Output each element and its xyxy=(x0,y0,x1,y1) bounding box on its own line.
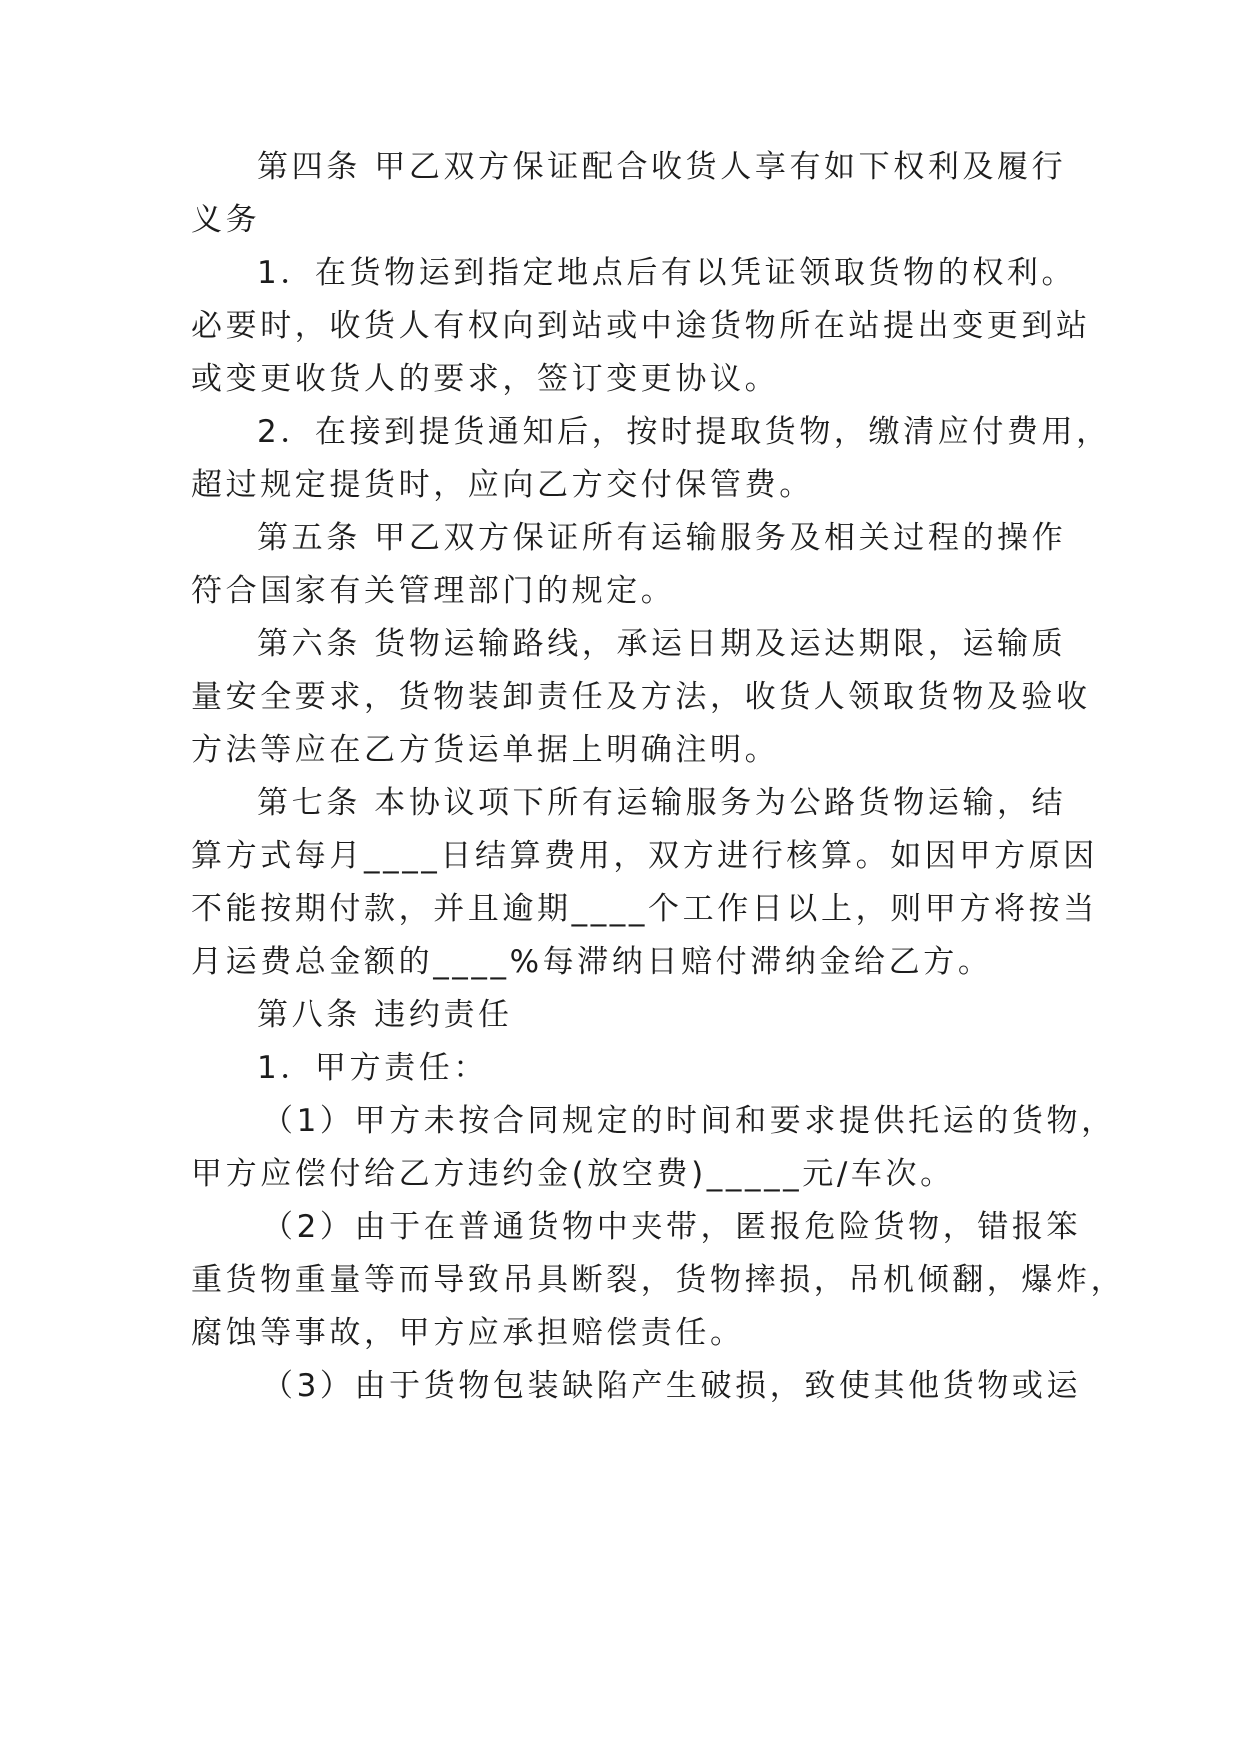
article-8-clause-3: （3）由于货物包装缺陷产生破损，致使其他货物或运 xyxy=(262,1368,1082,1404)
article-8-heading: 第八条 违约责任 xyxy=(257,997,513,1033)
article-5-cont: 符合国家有关管理部门的规定。 xyxy=(191,573,676,609)
article-4-item-2-cont: 超过规定提货时，应向乙方交付保管费。 xyxy=(191,467,814,503)
article-4-heading: 第四条 甲乙双方保证配合收货人享有如下权利及履行 xyxy=(257,149,1067,185)
article-8-clause-2-cont-2: 腐蚀等事故，甲方应承担赔偿责任。 xyxy=(191,1315,745,1351)
article-4-item-1-cont-1: 必要时，收货人有权向到站或中途货物所在站提出变更到站 xyxy=(191,308,1091,344)
article-6: 第六条 货物运输路线，承运日期及运达期限，运输质 xyxy=(257,626,1067,662)
article-7-cont-3: 月运费总金额的____%每滞纳日赔付滞纳金给乙方。 xyxy=(191,944,993,980)
article-4-item-1: 1．在货物运到指定地点后有以凭证领取货物的权利。 xyxy=(257,255,1077,291)
article-4-heading-cont: 义务 xyxy=(191,202,261,238)
article-7: 第七条 本协议项下所有运输服务为公路货物运输，结 xyxy=(257,785,1067,821)
article-8-clause-2: （2）由于在普通货物中夹带，匿报危险货物，错报笨 xyxy=(262,1209,1082,1245)
article-8-clause-1: （1）甲方未按合同规定的时间和要求提供托运的货物， xyxy=(262,1103,1116,1139)
article-6-cont-2: 方法等应在乙方货运单据上明确注明。 xyxy=(191,732,780,768)
article-6-cont-1: 量安全要求，货物装卸责任及方法，收货人领取货物及验收 xyxy=(191,679,1091,715)
article-5: 第五条 甲乙双方保证所有运输服务及相关过程的操作 xyxy=(257,520,1067,556)
article-8-party-a-heading: 1．甲方责任： xyxy=(257,1050,488,1086)
article-4-item-2: 2．在接到提货通知后，按时提取货物，缴清应付费用， xyxy=(257,414,1111,450)
article-7-cont-2: 不能按期付款，并且逾期____个工作日以上，则甲方将按当 xyxy=(191,891,1098,927)
article-7-cont-1: 算方式每月____日结算费用，双方进行核算。如因甲方原因 xyxy=(191,838,1098,874)
article-4-item-1-cont-2: 或变更收货人的要求，签订变更协议。 xyxy=(191,361,780,397)
article-8-clause-1-cont: 甲方应偿付给乙方违约金(放空费)_____元/车次。 xyxy=(191,1156,955,1192)
article-8-clause-2-cont-1: 重货物重量等而导致吊具断裂，货物摔损，吊机倾翻，爆炸， xyxy=(191,1262,1126,1298)
